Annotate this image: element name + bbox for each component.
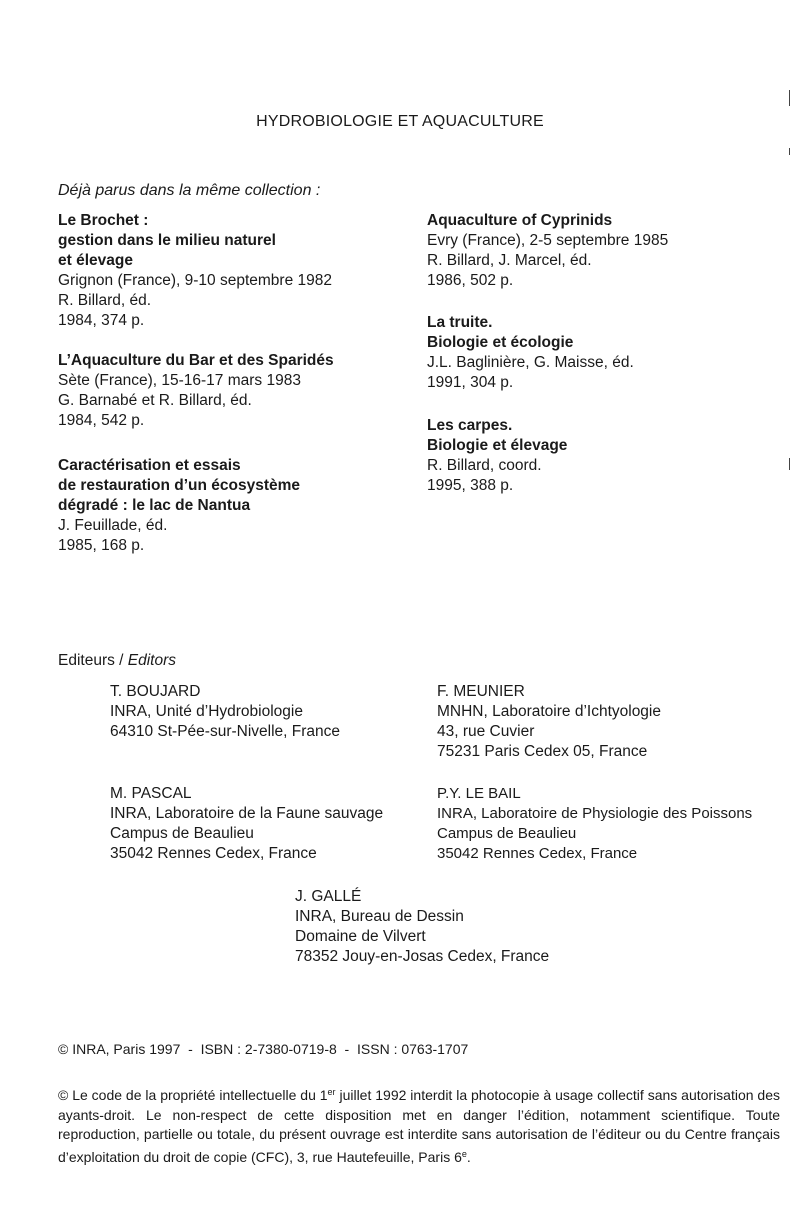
editor-line: MNHN, Laboratoire d’Ichtyologie [437,703,661,720]
scan-margin-mark [789,458,790,470]
editor-line: Campus de Beaulieu [110,825,254,842]
editor-line: INRA, Unité d’Hydrobiologie [110,703,303,720]
book-detail-line: Sète (France), 15-16-17 mars 1983 [58,372,301,389]
editors-heading-fr: Editeurs / [58,652,128,669]
book-title-line: et élevage [58,252,133,269]
book-detail-line: R. Billard, J. Marcel, éd. [427,252,592,269]
editor-line: INRA, Bureau de Dessin [295,908,464,925]
editor-line: J. GALLÉ [295,888,362,905]
book-detail-line: 1984, 374 p. [58,312,145,329]
book-lac-de-nantua [58,456,300,556]
editor-line: INRA, Laboratoire de Physiologie des Poissons [437,805,753,822]
editor-line: Domaine de Vilvert [295,928,426,945]
book-detail-line: R. Billard, coord. [427,457,542,474]
book-detail-line: G. Barnabé et R. Billard, éd. [58,392,252,409]
book-les-carpes [427,416,567,496]
editor-pascal [110,784,383,864]
editor-line: 78352 Jouy-en-Josas Cedex, France [295,948,550,965]
scan-margin-mark [789,148,790,155]
book-detail-line: 1991, 304 p. [427,374,514,391]
collection-heading: Déjà parus dans la même collection : [58,182,321,199]
book-title-line: dégradé : le lac de Nantua [58,497,251,514]
scan-margin-mark [789,90,790,106]
editor-line: P.Y. LE BAIL [437,785,521,802]
legal-superscript: er [327,1087,336,1097]
legal-notice [58,1083,780,1167]
book-le-brochet [58,211,332,331]
editor-line: Campus de Beaulieu [437,825,577,842]
editor-line: T. BOUJARD [110,683,201,700]
editor-line: 75231 Paris Cedex 05, France [437,743,648,760]
legal-text-part: © Le code de la propriété intellectuelle du 1 [58,1087,328,1103]
book-title-line: Biologie et élevage [427,437,568,454]
editors-heading-en: Editors [127,652,177,669]
book-la-truite [427,313,634,393]
book-detail-line: R. Billard, éd. [58,292,152,309]
editor-line: 64310 St-Pée-sur-Nivelle, France [110,723,341,740]
book-detail-line: 1986, 502 p. [427,272,514,289]
editor-boujard [110,682,340,742]
legal-text-part: . [466,1148,471,1165]
book-title-line: Les carpes. [427,417,513,434]
book-title-line: L’Aquaculture du Bar et des Sparidés [58,352,334,369]
editor-line: F. MEUNIER [437,683,525,700]
editor-line: 35042 Rennes Cedex, France [437,845,638,862]
book-title-line: Biologie et écologie [427,334,574,351]
editor-meunier [437,682,661,762]
book-title-line: Le Brochet : [58,212,149,229]
copyright-isbn-line: © INRA, Paris 1997 - ISBN : 2-7380-0719-8 - ISSN : 0763-1707 [58,1041,469,1057]
book-detail-line: J.L. Baglinière, G. Maisse, éd. [427,354,634,371]
series-title: HYDROBIOLOGIE ET AQUACULTURE [256,113,544,130]
book-title-line: Caractérisation et essais [58,457,241,474]
book-detail-line: 1985, 168 p. [58,537,145,554]
book-detail-line: 1984, 542 p. [58,412,145,429]
book-detail-line: Grignon (France), 9-10 septembre 1982 [58,272,332,289]
editor-le-bail [437,784,752,864]
editor-galle [295,887,549,967]
book-aquaculture-bar [58,351,334,431]
book-title-line: Aquaculture of Cyprinids [427,212,613,229]
book-detail-line: J. Feuillade, éd. [58,517,168,534]
legal-superscript: e [461,1148,467,1159]
book-title-line: La truite. [427,314,493,331]
editor-line: 43, rue Cuvier [437,723,535,740]
editor-line: INRA, Laboratoire de la Faune sauvage [110,805,384,822]
editor-line: 35042 Rennes Cedex, France [110,845,317,862]
book-detail-line: Evry (France), 2-5 septembre 1985 [427,232,669,249]
editor-line: M. PASCAL [110,785,192,802]
legal-text-part: juillet 1992 interdit la photocopie à usage collectif sans autorisation des ayants-droit. Le non-respect de cette disposition met en danger l’édition, notamment scientifique. Toute reproduction, partielle ou totale, du présent ouvrage est interdite sans autorisation de l’éditeur ou du Centre français d’exploitation du droit de copie (CFC), 3, rue Hautefeuille, Paris 6 [58,1087,781,1165]
book-title-line: de restauration d’un écosystème [58,477,301,494]
book-aquaculture-cyprinids [427,211,668,291]
book-detail-line: 1995, 388 p. [427,477,514,494]
book-title-line: gestion dans le milieu naturel [58,232,276,249]
editors-heading [58,652,176,670]
